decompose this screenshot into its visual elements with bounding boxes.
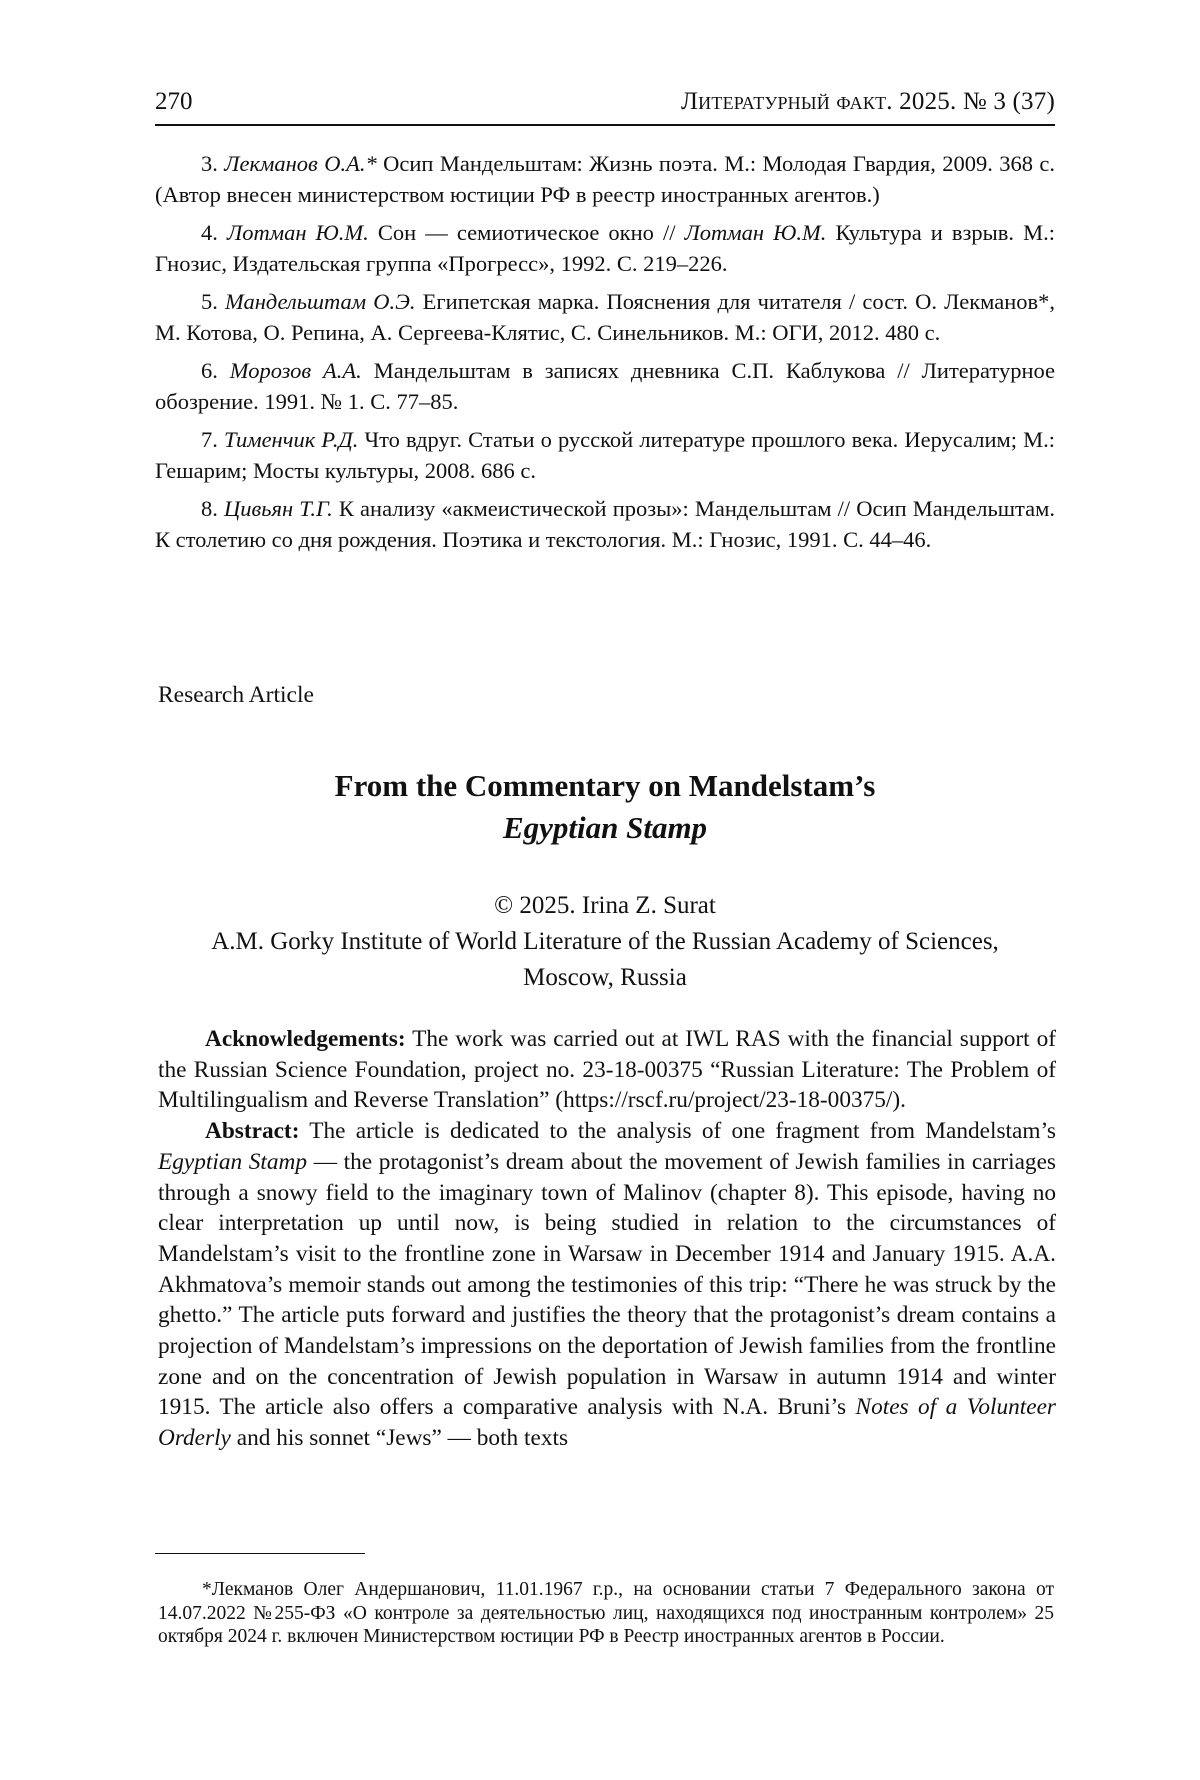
reference-item: 8. Цивьян Т.Г. К анализу «акмеистической прозы»: Мандельштам // Осип Мандельштам. К столетию со дня рождения. Поэтика и текстология. М.: Гнозис, 1991. С. 44–46. xyxy=(155,496,1056,552)
reference-item: 4. Лотман Ю.М. Сон — семиотическое окно // Лотман Ю.М. Культура и взрыв. М.: Гнозис, Издательская группа «Прогресс», 1992. С. 219–226. xyxy=(155,220,1055,276)
acknowledgements-paragraph: Acknowledgements: The work was carried out at IWL RAS with the financial support of the Russian Science Foundation, project no. 23-18-00375 “Russian Literature: The Problem of Multilingualism and Reverse Translation” (https://rscf.ru/project/23-18-00375/). xyxy=(158,1026,1056,1114)
reference-item: 6. Морозов А.А. Мандельштам в записях дневника С.П. Каблукова // Литературное обозрение. 1991. № 1. С. 77–85. xyxy=(155,358,1056,414)
author-byline xyxy=(155,888,1055,996)
footnote-rule xyxy=(155,1553,365,1554)
copyright-line: © 2025. Irina Z. Surat xyxy=(494,892,716,919)
running-title: Литературный факт. 2025. № 3 (37) xyxy=(681,88,1055,115)
reference-list xyxy=(155,148,1055,562)
section-label: Research Article xyxy=(158,682,314,708)
page-header xyxy=(155,88,1055,116)
page-number: 270 xyxy=(155,88,193,115)
location: Moscow, Russia xyxy=(523,964,687,991)
reference-item: 3. Лекманов О.А.* Осип Мандельштам: Жизнь поэта. М.: Молодая Гвардия, 2009. 368 с. (Автор внесен министерством юстиции РФ в реестр иностранных агентов.) xyxy=(155,151,1056,207)
abstract-block xyxy=(158,1024,1056,1454)
article-title: From the Commentary on Mandelstam’s Egyptian Stamp xyxy=(334,768,876,845)
reference-item: 5. Мандельштам О.Э. Египетская марка. Пояснения для читателя / сост. О. Лекманов*, М. Котова, О. Репина, А. Сергеева-Клятис, С. Синельников. М.: ОГИ, 2012. 480 с. xyxy=(155,289,1055,345)
abstract-paragraph: Abstract: The article is dedicated to the analysis of one fragment from Mandelstam’s Egyptian Stamp — the protagonist’s dream about the movement of Jewish families in carriages through a snowy field to the imaginary town of Malinov (chapter 8). This episode, having no clear interpretation up until now, is being studied in relation to the circumstances of Mandelstam’s visit to the frontline zone in Warsaw in December 1914 and January 1915. A.A. Akhmatova’s memoir stands out among the testimonies of this trip: “There he was struck by the ghetto.” The article puts forward and justifies the theory that the protagonist’s dream contains a projection of Mandelstam’s impressions on the deportation of Jewish families from the frontline zone and on the concentration of Jewish population in Warsaw in autumn 1914 and winter 1915. The article also offers a comparative analysis with N.A. Bruni’s Notes of a Volunteer Orderly and his sonnet “Jews” — both texts xyxy=(158,1118,1056,1452)
affiliation: A.M. Gorky Institute of World Literature of the Russian Academy of Sciences, xyxy=(211,928,999,955)
footnote: *Лекманов Олег Андершанович, 11.01.1967 г.р., на основании статьи 7 Федерального закона от 14.07.2022 №255-ФЗ «О контроле за деятельностью лиц, находящихся под иностранным контролем» 25 октября 2024 г. включен Министерством юстиции РФ в Реестр иностранных агентов в России. xyxy=(158,1579,1054,1647)
header-rule xyxy=(155,124,1055,126)
reference-item: 7. Тименчик Р.Д. Что вдруг. Статьи о русской литературе прошлого века. Иерусалим; М.: Гешарим; Мосты культуры, 2008. 686 с. xyxy=(155,427,1055,483)
